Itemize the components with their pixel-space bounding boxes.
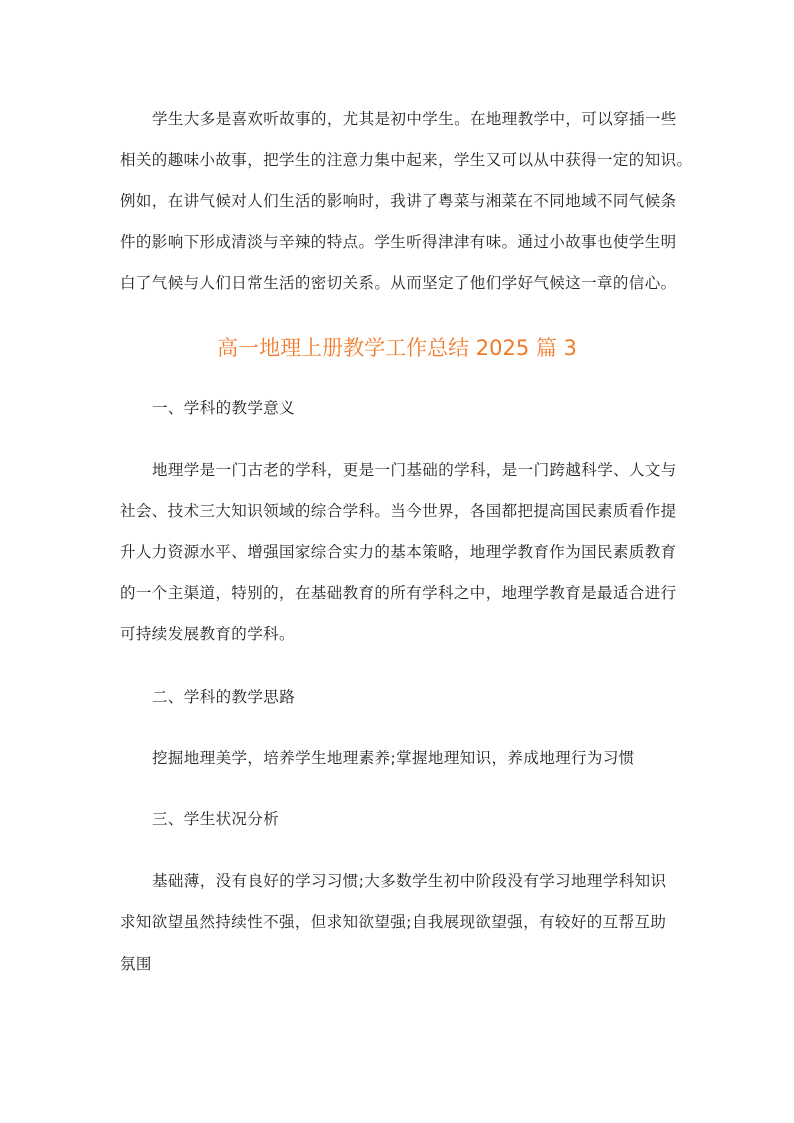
part1-paragraph-line-5: 可持续发展教育的学科。	[120, 625, 295, 643]
intro-paragraph-line-5: 白了气候与人们日常生活的密切关系。从而坚定了他们学好气候这一章的信心。	[120, 274, 677, 292]
part3-paragraph-line-1: 基础薄，没有良好的学习习惯;大多数学生初中阶段没有学习地理学科知识	[152, 872, 667, 890]
part1-paragraph-line-3: 升人力资源水平、增强国家综合实力的基本策略，地理学教育作为国民素质教育	[120, 543, 677, 561]
part2-heading: 二、学科的教学思路	[152, 688, 296, 706]
intro-paragraph-line-1: 学生大多是喜欢听故事的，尤其是初中学生。在地理教学中，可以穿插一些	[152, 110, 677, 128]
part1-heading: 一、学科的教学意义	[152, 399, 296, 417]
part1-paragraph-line-1: 地理学是一门古老的学科，更是一门基础的学科，是一门跨越科学、人文与	[152, 461, 677, 479]
part1-paragraph-line-2: 社会、技术三大知识领域的综合学科。当今世界，各国都把提高国民素质看作提	[120, 502, 677, 520]
part3-paragraph-line-3: 氛围	[120, 955, 152, 973]
part3-heading: 三、学生状况分析	[152, 810, 280, 828]
intro-paragraph-line-2: 相关的趣味小故事，把学生的注意力集中起来，学生又可以从中获得一定的知识。	[120, 151, 693, 169]
part2-paragraph-line-1: 挖掘地理美学，培养学生地理素养;掌握地理知识，养成地理行为习惯	[152, 749, 635, 767]
intro-paragraph-line-4: 件的影响下形成清淡与辛辣的特点。学生听得津津有味。通过小故事也使学生明	[120, 233, 677, 251]
section-title: 高一地理上册教学工作总结 2025 篇 3	[217, 336, 577, 360]
intro-paragraph-line-3: 例如，在讲气候对人们生活的影响时，我讲了粤菜与湘菜在不同地域不同气候条	[120, 192, 677, 210]
part3-paragraph-line-2: 求知欲望虽然持续性不强，但求知欲望强;自我展现欲望强，有较好的互帮互助	[120, 913, 667, 931]
part1-paragraph-line-4: 的一个主渠道，特别的，在基础教育的所有学科之中，地理学教育是最适合进行	[120, 584, 677, 602]
